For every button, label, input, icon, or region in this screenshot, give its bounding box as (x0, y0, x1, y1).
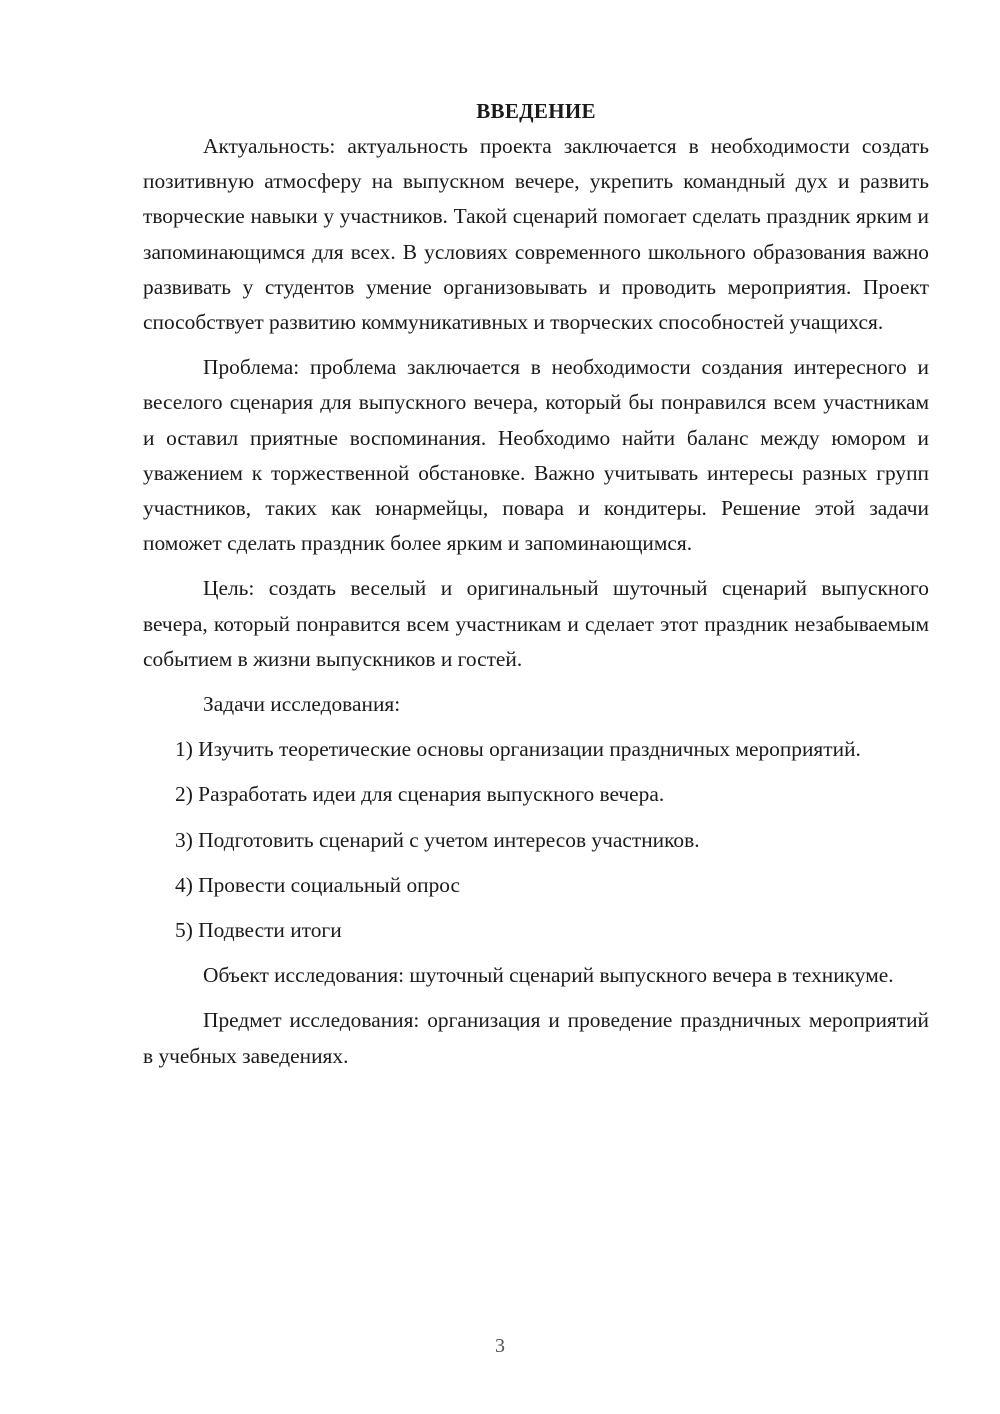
list-item: 4) Провести социальный опрос (175, 872, 461, 897)
tasks-heading: Задачи исследования: (203, 692, 401, 717)
paragraph-object: Объект исследования: шуточный сценарий выпускного вечера в техникуме. (203, 963, 894, 988)
paragraph-problem: Проблема: проблема заключается в необходимости создания интересного и веселого сценария для выпускного вечера, который бы понравился всем участникам и оставил приятные воспоминания. Необходимо найти баланс между юмором и уважением к торжественной обстановке. Важно учитывать интересы разных групп участников, таких как юнармейцы, повара и кондитеры. Решение этой задачи поможет сделать праздник более ярким и запоминающимся. (143, 355, 929, 556)
paragraph-goal: Цель: создать веселый и оригинальный шуточный сценарий выпускного вечера, который понравится всем участникам и сделает этот праздник незабываемым событием в жизни выпускников и гостей. (143, 576, 929, 671)
tasks-list (143, 732, 929, 948)
list-item: 2) Разработать идеи для сценария выпускного вечера. (175, 782, 665, 807)
paragraph-subject: Предмет исследования: организация и проведение праздничных мероприятий в учебных заведениях. (143, 1008, 929, 1068)
list-item: 1) Изучить теоретические основы организации праздничных мероприятий. (175, 737, 861, 762)
paragraph-relevance: Актуальность: актуальность проекта заключается в необходимости создать позитивную атмосферу на выпускном вечере, укрепить командный дух и развить творческие навыки у участников. Такой сценарий помогает сделать праздник ярким и запоминающимся для всех. В условиях современного школьного образования важно развивать у студентов умение организовывать и проводить мероприятия. Проект способствует развитию коммуникативных и творческих способностей учащихся. (143, 134, 929, 335)
list-item: 5) Подвести итоги (175, 918, 342, 943)
page-number: 3 (495, 1335, 505, 1357)
page-title: ВВЕДЕНИЕ (476, 99, 596, 123)
document-page (143, 94, 929, 1084)
list-item: 3) Подготовить сценарий с учетом интересов участников. (175, 827, 700, 852)
